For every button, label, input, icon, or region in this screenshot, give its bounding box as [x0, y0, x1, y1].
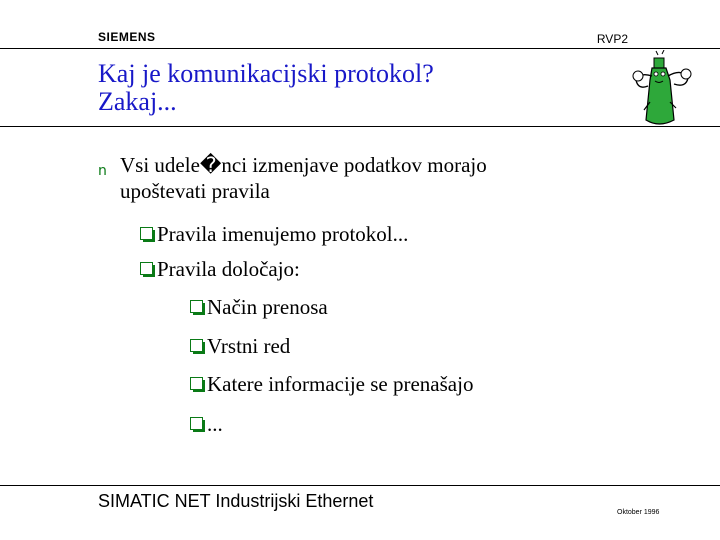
siemens-logo: SIEMENS: [98, 30, 156, 44]
sub-sub-item: [190, 333, 290, 359]
footer-text: SIMATIC NET Industrijski Ethernet: [98, 491, 374, 511]
sub-sub-item-text: Vrstni red: [207, 334, 291, 358]
main-bullet-marker: n: [98, 163, 107, 179]
checkbox-bullet-icon: [140, 227, 153, 240]
sub-sub-item-text: Način prenosa: [207, 295, 328, 319]
title-line-1: Kaj je komunikacijski protokol?: [98, 59, 434, 88]
slide-title: [98, 60, 434, 116]
checkbox-bullet-icon: [140, 262, 153, 275]
checkbox-bullet-icon: [190, 377, 203, 390]
checkbox-bullet-icon: [190, 339, 203, 352]
sub-item: [140, 256, 300, 282]
sub-sub-item: [190, 371, 473, 397]
sub-item-text: Pravila imenujemo protokol...: [157, 222, 409, 246]
main-bullet-line-1: Vsi udele�nci izmenjave podatkov morajo: [120, 153, 487, 177]
sub-sub-item: [190, 294, 328, 320]
footer-date: Oktober 1996: [617, 509, 660, 516]
slide-code: RVP2: [596, 32, 628, 46]
main-bullet-line-2: upoštevati pravila: [120, 179, 270, 203]
sub-sub-item-text: ...: [207, 412, 223, 436]
header-divider: [0, 48, 720, 49]
sub-item: [140, 221, 408, 247]
title-line-2: Zakaj...: [98, 87, 177, 116]
title-divider: [0, 126, 720, 127]
checkbox-bullet-icon: [190, 300, 203, 313]
sub-sub-item: [190, 411, 223, 437]
checkbox-bullet-icon: [190, 417, 203, 430]
sub-item-text: Pravila določajo:: [157, 257, 300, 281]
green-bottle-mascot-icon: [632, 50, 692, 128]
footer-divider: [0, 485, 720, 486]
main-bullet-item: [98, 152, 487, 204]
sub-sub-item-text: Katere informacije se prenašajo: [207, 372, 474, 396]
